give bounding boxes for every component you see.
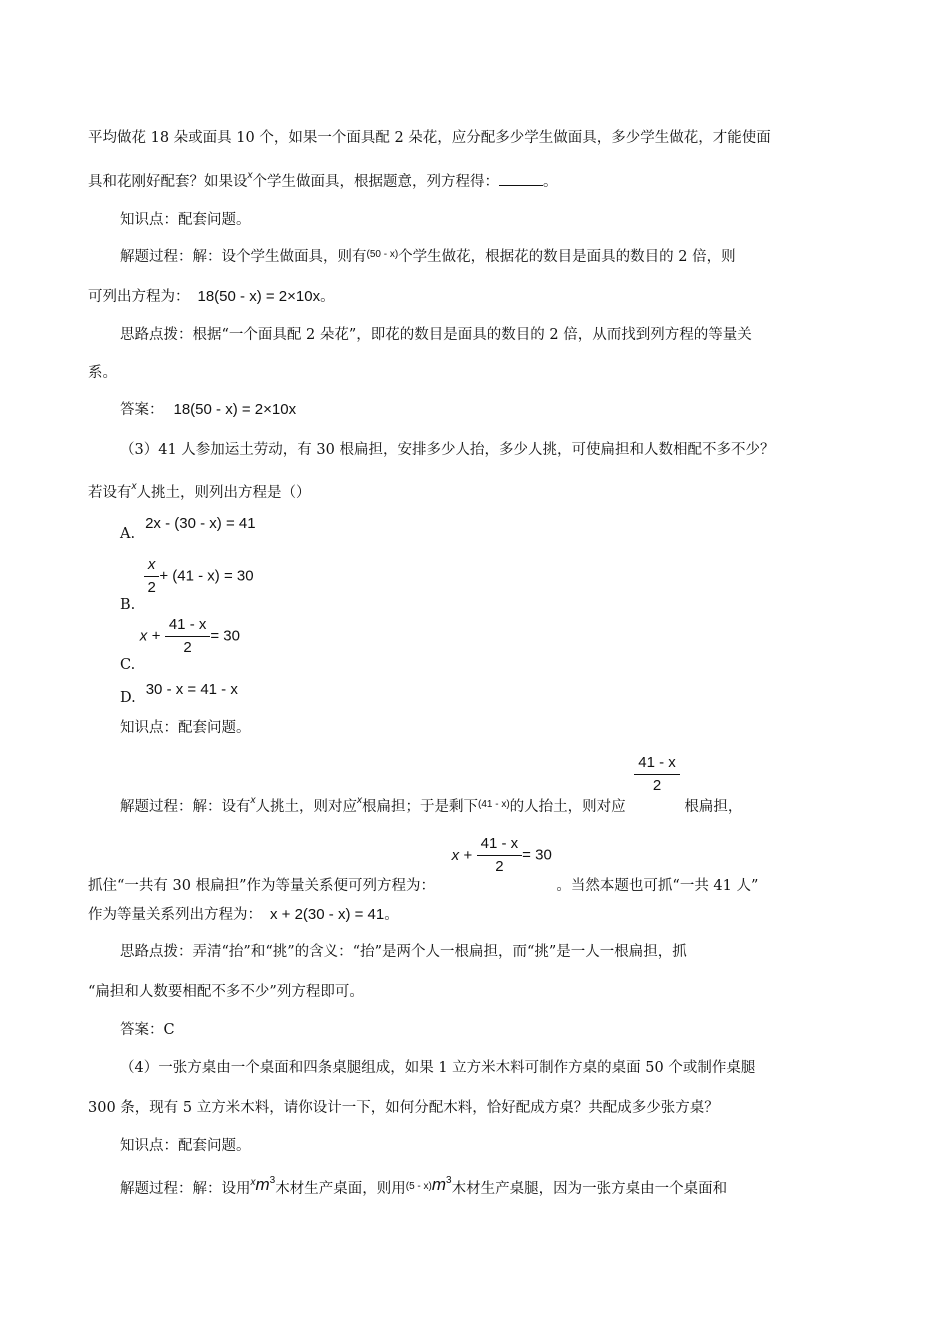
solution-process: 抓住“一共有 30 根扁担”作为等量关系便可列方程为： x + $\frac{41 - x}{2}$ = 30 。当然本题也可抓“一共 41 人” xyxy=(88,835,759,894)
solution-process: 可列出方程为： 18(50 - x) = 2×10x。 xyxy=(88,288,335,305)
answer: 答案：C xyxy=(120,1022,175,1038)
question-stem: （3）41 人参加运土劳动，有 30 根扁担，安排多少人抬，多少人挑，可使扁担和人数相配不多不少？ xyxy=(120,442,775,458)
equation: 18(50 - x) = 2×10x xyxy=(173,401,297,418)
solution-process: 解题过程：解：设有$^x$人挑土，则对应$^x$根扁担；于是剩下$^{(41 - x)}$的人抬土，则对应 $\frac{41 - x}{2}$ 根扁担， xyxy=(120,754,743,815)
equation: 18(50 - x) = 2×10x xyxy=(197,288,321,305)
unit: m xyxy=(431,1175,447,1194)
knowledge-point: 知识点：配套问题。 xyxy=(120,212,251,228)
option-b: B. $\frac{x}{2}$ + (41 - x) = 30 xyxy=(120,556,254,613)
solution-process: 作为等量关系列出方程为： x + 2(30 - x) = 41。 xyxy=(88,906,399,923)
expression: (5 - x) xyxy=(405,1181,432,1192)
fraction: $\frac{41 - x}{2}$ xyxy=(165,614,211,659)
hint-text: 思路点拨：弄清“抬”和“挑”的含义：“抬”是两个人一根扁担，而“挑”是一人一根扁担，抓 xyxy=(120,944,687,960)
option-d: D. 30 - x = 41 - x xyxy=(120,681,238,706)
expression: (50 - x) xyxy=(366,249,399,260)
unit: m xyxy=(255,1175,270,1194)
solution-process: 解题过程：解：设用$^xm^3$木材生产桌面，则用$^{(5 - x)}m^3$木材生产桌腿，因为一张方桌由一个桌面和 xyxy=(120,1175,728,1197)
problem-text-line: 平均做花 18 朵或面具 10 个，如果一个面具配 2 朵花，应分配多少学生做面具，多少学生做花，才能使面 xyxy=(88,130,771,146)
option-a: A.2x - (30 - x) = 41 xyxy=(120,515,256,542)
fraction: $\frac{41 - x}{2}$ xyxy=(634,752,680,797)
hint-text: 思路点拨：根据“一个面具配 2 朵花”，即花的数目是面具的数目的 2 倍，从而找到列方程的等量关 xyxy=(120,327,752,343)
fraction: $\frac{41 - x}{2}$ xyxy=(477,833,523,878)
question-stem: 若设有$^x$人挑土，则列出方程是（） xyxy=(88,481,311,501)
expression: (41 - x) xyxy=(478,798,510,810)
problem-text-line: 具和花刚好配套？如果设$^x$个学生做面具，根据题意，列方程得： 。 xyxy=(88,170,558,190)
variable-x: x xyxy=(357,794,362,806)
option-c: C. x + $\frac{41 - x}{2}$ = 30 xyxy=(120,616,240,673)
answer: 答案： 18(50 - x) = 2×10x xyxy=(120,401,297,418)
variable-x: x xyxy=(131,481,137,492)
variable-x: x xyxy=(247,170,253,181)
hint-text: 系。 xyxy=(88,365,117,381)
fraction: $\frac{x}{2}$ xyxy=(144,554,160,599)
hint-text: “扁担和人数要相配不多不少”列方程即可。 xyxy=(88,984,364,1000)
question-stem: 300 条，现有 5 立方米木料，请你设计一下，如何分配木料，恰好配成方桌？共配成多少张方桌？ xyxy=(88,1100,719,1116)
solution-process: 解题过程：解：设个学生做面具，则有$^{(50 - x)}$个学生做花，根据花的数目是面具的数目的 2 倍，则 xyxy=(120,249,736,265)
knowledge-point: 知识点：配套问题。 xyxy=(120,720,251,736)
variable-x: x xyxy=(250,1177,256,1188)
equation: x + 2(30 - x) = 41 xyxy=(270,906,385,923)
question-stem: （4）一张方桌由一个桌面和四条桌腿组成，如果 1 立方米木料可制作方桌的桌面 50 个或制作桌腿 xyxy=(120,1060,756,1076)
variable-x: x xyxy=(250,794,256,806)
knowledge-point: 知识点：配套问题。 xyxy=(120,1138,251,1154)
answer-blank xyxy=(499,173,543,186)
